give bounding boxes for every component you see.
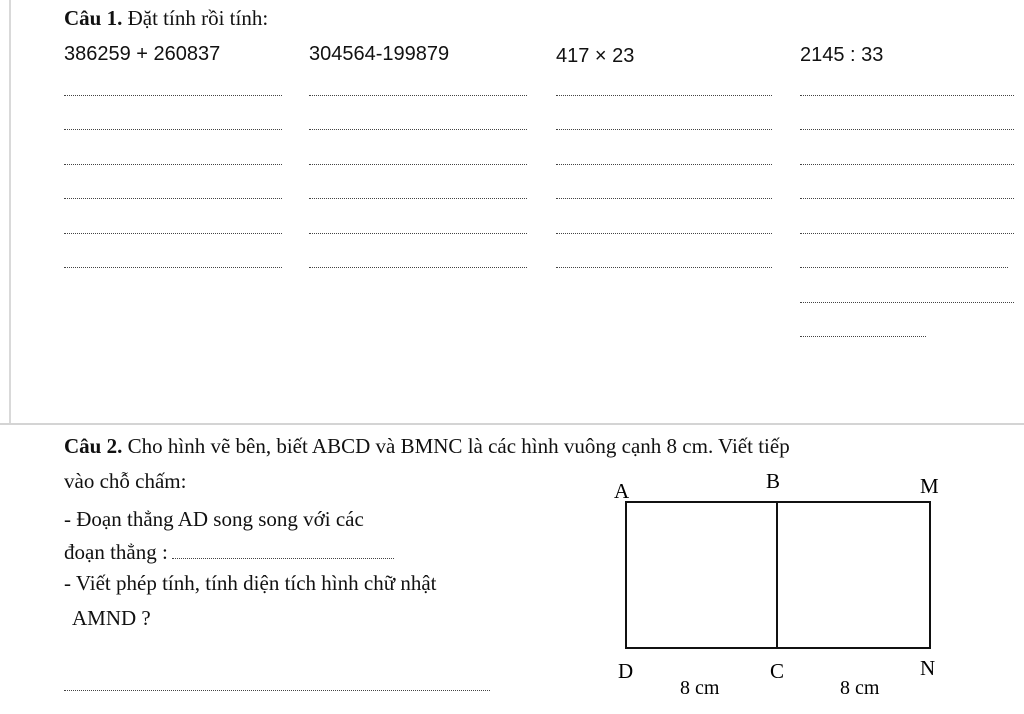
side-length-left: 8 cm — [680, 677, 720, 699]
item1-line1: - Đoạn thẳng AD song song với các — [64, 507, 364, 531]
answer-line[interactable] — [64, 164, 282, 165]
question2-text-line1: Cho hình vẽ bên, biết ABCD và BMNC là các hình vuông cạnh 8 cm. Viết tiếp — [127, 434, 790, 458]
answer-line[interactable] — [309, 198, 527, 199]
question1-heading — [64, 6, 268, 31]
answer-line[interactable] — [800, 95, 1014, 96]
answer-line[interactable] — [64, 129, 282, 130]
side-length-right: 8 cm — [840, 677, 880, 699]
answer-line[interactable] — [556, 95, 772, 96]
answer-line[interactable] — [800, 198, 1014, 199]
item2-line2: AMND ? — [72, 606, 151, 630]
answer-line[interactable] — [800, 336, 926, 337]
problem-multiplication: 417 × 23 — [556, 45, 635, 67]
answer-line[interactable] — [64, 198, 282, 199]
item1-answer-dots[interactable] — [172, 558, 394, 559]
answer-line[interactable] — [800, 164, 1014, 165]
question1-title: Đặt tính rồi tính: — [127, 6, 269, 30]
question2-heading — [64, 434, 790, 459]
geometry-figure — [600, 460, 980, 706]
answer-line[interactable] — [556, 129, 772, 130]
question2-label: Câu 2. — [64, 434, 123, 458]
vertex-d-label: D — [618, 659, 634, 683]
answer-line[interactable] — [800, 267, 1008, 268]
left-margin-rule — [9, 0, 11, 425]
answer-line[interactable] — [800, 233, 1014, 234]
answer-line[interactable] — [309, 164, 527, 165]
answer-line[interactable] — [64, 233, 282, 234]
item1-line2-row — [64, 540, 394, 565]
item1-line2: đoạn thẳng : — [64, 540, 168, 564]
item2-line1: - Viết phép tính, tính diện tích hình chữ nhật — [64, 571, 437, 595]
problem-subtraction: 304564-199879 — [309, 43, 450, 65]
answer-line[interactable] — [309, 95, 527, 96]
answer-line[interactable] — [309, 129, 527, 130]
answer-line[interactable] — [556, 233, 772, 234]
answer-line[interactable] — [556, 164, 772, 165]
item2-answer-line[interactable] — [64, 690, 490, 691]
answer-line[interactable] — [556, 267, 772, 268]
vertex-b-label: B — [766, 469, 781, 493]
vertex-m-label: M — [920, 474, 939, 498]
answer-line[interactable] — [309, 233, 527, 234]
answer-line[interactable] — [309, 267, 527, 268]
answer-line[interactable] — [800, 129, 1014, 130]
vertex-n-label: N — [920, 656, 936, 680]
answer-line[interactable] — [800, 302, 1014, 303]
answer-line[interactable] — [556, 198, 772, 199]
question2-text-line2: vào chỗ chấm: — [64, 469, 187, 493]
vertex-c-label: C — [770, 659, 785, 683]
vertex-a-label: A — [614, 479, 630, 503]
answer-line[interactable] — [64, 95, 282, 96]
problem-addition: 386259 + 260837 — [64, 43, 221, 65]
problem-division: 2145 : 33 — [800, 44, 884, 66]
question1-label: Câu 1. — [64, 6, 123, 30]
answer-line[interactable] — [64, 267, 282, 268]
section-separator — [0, 423, 1024, 425]
